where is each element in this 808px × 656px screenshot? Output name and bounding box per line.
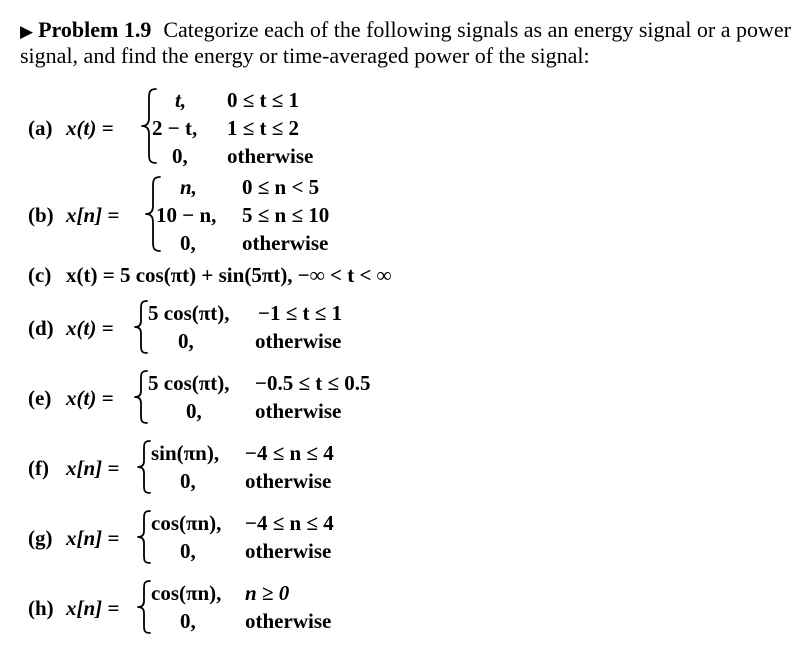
problem-title: Problem 1.9 [38, 17, 152, 42]
part-f-label: (f) [28, 456, 49, 480]
part-a-lhs: x(t) = [66, 116, 114, 140]
part-e-lhs: x(t) = [66, 386, 114, 410]
part-d-row1-cond: −1 ≤ t ≤ 1 [258, 301, 343, 325]
part-a-row2-cond: 1 ≤ t ≤ 2 [227, 116, 300, 140]
part-h-row1-value: cos(πn), [151, 581, 222, 605]
part-f-brace [136, 438, 152, 496]
part-g-row2-cond: otherwise [245, 539, 332, 563]
part-d-label: (d) [28, 316, 54, 340]
part-a-row3-cond: otherwise [227, 144, 314, 168]
part-g-brace [136, 508, 152, 566]
part-g-lhs: x[n] = [66, 526, 120, 550]
problem-statement-line1: Categorize each of the following signals as an energy signal or a power [163, 17, 791, 42]
part-a-row3-value: 0, [172, 144, 188, 168]
part-f-row1-cond: −4 ≤ n ≤ 4 [245, 441, 334, 465]
part-b-row2-cond: 5 ≤ n ≤ 10 [242, 203, 330, 227]
part-b-row2-value: 10 − n, [156, 203, 217, 227]
part-d-row2-cond: otherwise [255, 329, 342, 353]
part-c-label: (c) [28, 263, 52, 287]
part-d-brace [133, 298, 149, 356]
problem-statement-line2: signal, and find the energy or time-averaged power of the signal: [20, 43, 590, 68]
part-h-label: (h) [28, 596, 54, 620]
part-g-row1-cond: −4 ≤ n ≤ 4 [245, 511, 334, 535]
part-h-row2-cond: otherwise [245, 609, 332, 633]
part-h-lhs: x[n] = [66, 596, 120, 620]
part-e-brace [133, 368, 149, 426]
part-e-row2-value: 0, [186, 399, 202, 423]
part-h-row1-cond: n ≥ 0 [245, 581, 290, 605]
part-b-row1-cond: 0 ≤ n < 5 [242, 175, 320, 199]
part-a-label: (a) [28, 116, 53, 140]
part-d-lhs: x(t) = [66, 316, 114, 340]
part-a-row1-cond: 0 ≤ t ≤ 1 [227, 88, 300, 112]
part-g-row1-value: cos(πn), [151, 511, 222, 535]
part-f-row1-value: sin(πn), [151, 441, 220, 465]
part-f-lhs: x[n] = [66, 456, 120, 480]
part-b-label: (b) [28, 203, 54, 227]
problem-marker-icon: ▶ [20, 22, 34, 41]
problem-heading [20, 18, 791, 44]
part-b-row1-value: n, [180, 175, 197, 199]
part-f-row2-cond: otherwise [245, 469, 332, 493]
part-g-row2-value: 0, [180, 539, 196, 563]
part-d-row1-value: 5 cos(πt), [148, 301, 230, 325]
part-e-label: (e) [28, 386, 52, 410]
part-e-row1-cond: −0.5 ≤ t ≤ 0.5 [255, 371, 371, 395]
part-h-row2-value: 0, [180, 609, 196, 633]
part-d-row2-value: 0, [178, 329, 194, 353]
part-b-row3-value: 0, [180, 231, 196, 255]
part-b-lhs: x[n] = [66, 203, 120, 227]
part-e-row1-value: 5 cos(πt), [148, 371, 230, 395]
part-g-label: (g) [28, 526, 53, 550]
part-e-row2-cond: otherwise [255, 399, 342, 423]
part-h-brace [136, 578, 152, 636]
part-a-row1-value: t, [175, 88, 187, 112]
part-a-row2-value: 2 − t, [152, 116, 198, 140]
part-c-expression: x(t) = 5 cos(πt) + sin(5πt), −∞ < t < ∞ [66, 263, 392, 287]
part-f-row2-value: 0, [180, 469, 196, 493]
part-b-row3-cond: otherwise [242, 231, 329, 255]
